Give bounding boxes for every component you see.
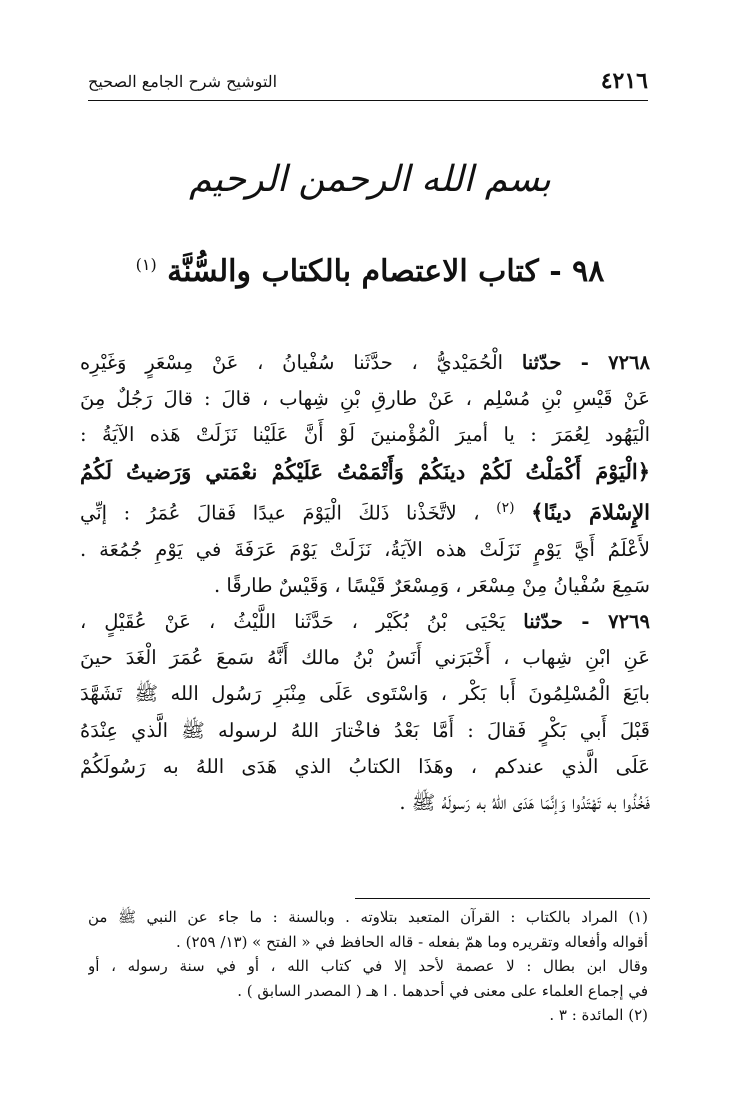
footnote-divider [355, 898, 650, 899]
hadith-text: ، لاتَّخَذْنا ذَلكَ الْيَوْمَ عيدًا فَقالَ عُمَرُ : إنِّي [80, 501, 480, 525]
footnote-line: (٢) المائدة : ٣ . [549, 1006, 648, 1024]
chapter-title [120, 240, 620, 297]
text-line: سَمِعَ سُفْيانُ مِنْ مِسْعَر ، وَمِسْعَرٌ قَيْسًا ، وَقَيْسٌ طارقًا . [214, 573, 650, 597]
quran-verse-end: الإِسْلامَ دينًا﴾ [531, 499, 650, 525]
book-title: التوشيح شرح الجامع الصحيح [88, 72, 278, 91]
chapter-title-text: ٩٨ - كتاب الاعتصام بالكتاب والسُّنَّة [167, 254, 605, 289]
footnote-line: أقواله وأفعاله وتقريره وما همّ بفعله - قاله الحافظ في « الفتح » (١٣/ ٢٥٩) . [176, 932, 648, 951]
header-divider [88, 100, 648, 101]
text-line: عَلَى الَّذي عندكم ، وهَذَا الكتابُ الذي هَدَى اللهُ به رَسُولَكُمْ [80, 754, 650, 778]
hadith-text: يَحْيَى بْنُ بُكَيْر ، حَدَّثَنا اللَّيْثُ ، عَنْ عُقَيْلٍ ، [80, 609, 506, 633]
footnotes [88, 905, 648, 1028]
text-line: الْيَهُود لِعُمَرَ : يا أميرَ الْمُؤْمنينَ لَوْ أَنَّ عَلَيْنا نَزَلَتْ هَذه الآيَةُ : [80, 423, 650, 447]
text-line [80, 604, 650, 640]
text-line: بايَعَ الْمُسْلِمُونَ أَبا بَكْر ، وَاسْتَوى عَلَى مِنْبَرِ رَسُول الله ﷺ تَشَهَّدَ [80, 682, 650, 706]
page-number: ٤٢١٦ [600, 68, 648, 94]
basmala-heading: بسم الله الرحمن الرحيم [189, 159, 551, 200]
hadith-number: ٧٢٦٩ - حدّثنا [523, 609, 650, 633]
running-header [88, 68, 648, 96]
text-line [80, 490, 650, 532]
footnote-line: (١) المراد بالكتاب : القرآن المتعبد بتلاوته . وبالسنة : ما جاء عن النبي ﷺ من [88, 908, 648, 926]
text-line: قَبْلَ أَبي بَكْرٍ فَقالَ : أَمَّا بَعْدُ فاخْتارَ اللهُ لرسوله ﷺ الَّذي عِنْدَهُ [80, 718, 650, 742]
verse-footnote-ref: (٢) [496, 499, 515, 516]
chapter-footnote-ref: (١) [135, 255, 157, 274]
text-line: فَخُذُوا به تَهْتَدُوا وَإنَّمَا هَدَى اللهُ به رَسولَهُ ﷺ . [399, 790, 650, 814]
text-line: عَنْ قَيْسِ بْنِ مُسْلِم ، عَنْ طارقِ بْنِ شِهاب ، قالَ : قالَ رَجُلٌ مِنَ [80, 387, 650, 411]
footnote-line: في إجماع العلماء على معنى في أحدهما . ا هـ ( المصدر السابق ) . [237, 981, 648, 1000]
quran-verse-line: ﴿الْيَوْمَ أَكْمَلْتُ لَكُمْ دينَكُمْ وَأَتْمَمْتُ عَلَيْكُمْ نعْمَتي وَرَضيتُ لَكُمُ [80, 458, 650, 484]
hadith-number: ٧٢٦٨ - حدّثنا [521, 351, 650, 374]
hadith-text: الْحُمَيْديُّ ، حدَّثَنا سُفْيانُ ، عَنْ مِسْعَرٍ وَغَيْرِه [80, 351, 504, 374]
text-line: لأَعْلَمُ أَيَّ يَوْمٍ نَزَلَتْ هذه الآيَةُ، نَزَلَتْ يَوْمَ عَرَفَةَ في يَوْمِ جُمُعَة . [80, 537, 650, 561]
text-line: عَنِ ابْنِ شِهاب ، أَخْبَرَني أَنَسُ بْنُ مالك أَنَّهُ سَمعَ عُمَرَ الْغَدَ حينَ [80, 646, 650, 670]
main-text [80, 345, 650, 821]
footnote-line: وقال ابن بطال : لا عصمة لأحد إلا في كتاب الله ، أو في سنة رسوله ، أو [88, 957, 648, 975]
text-line [80, 345, 650, 381]
